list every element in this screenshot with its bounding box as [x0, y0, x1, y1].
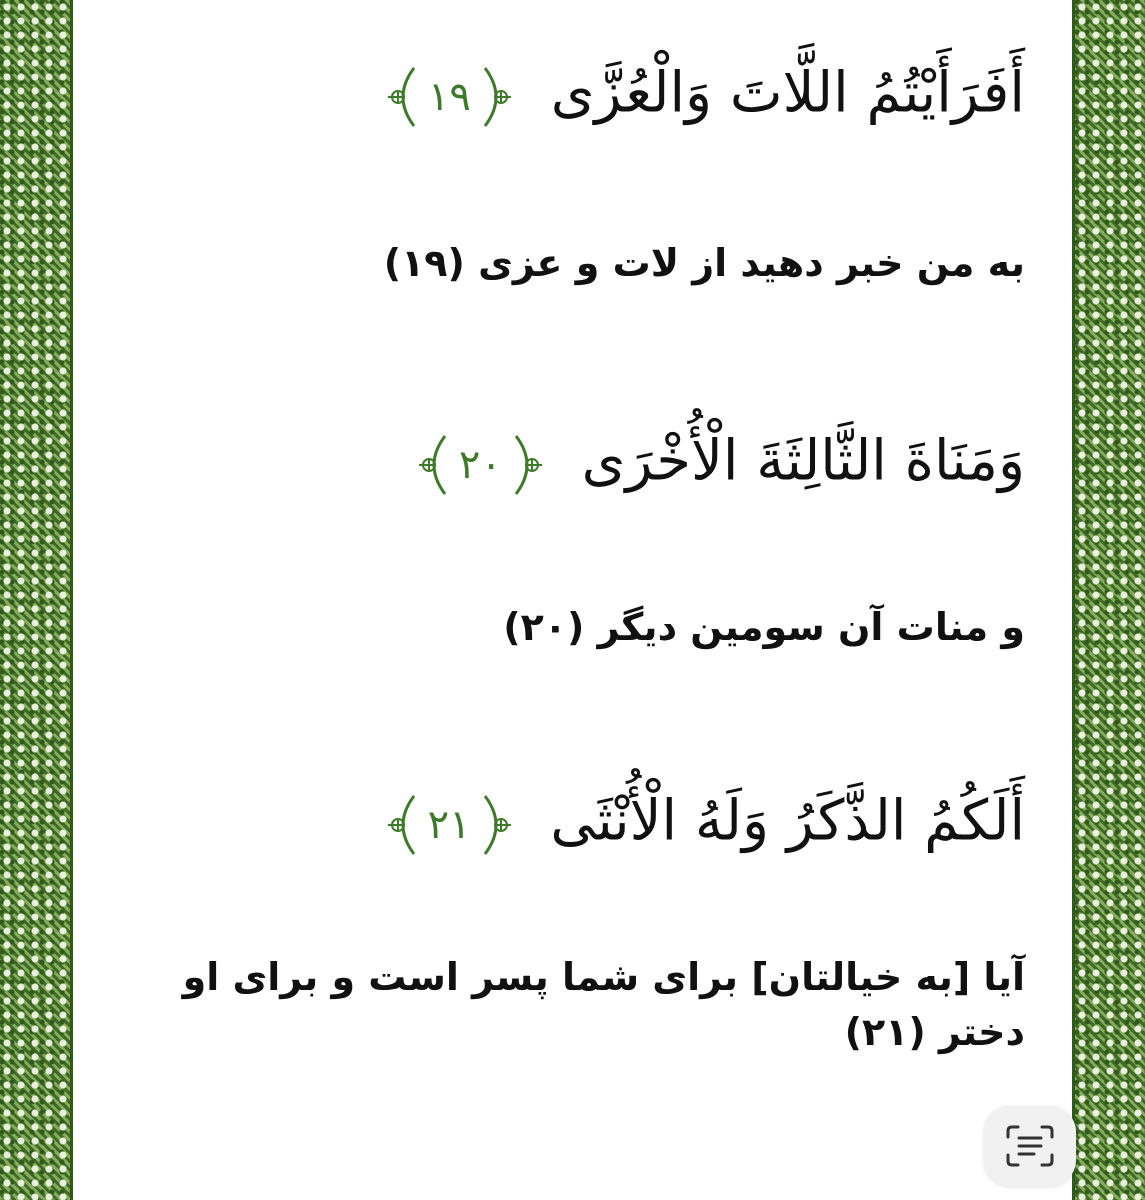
verse-arabic-20 — [411, 430, 1025, 500]
marker-flourish-left-icon — [411, 430, 453, 500]
border-line-left — [70, 0, 73, 1200]
verse-number: ٢٠ — [458, 442, 502, 488]
verse-number-marker — [380, 62, 519, 132]
marker-flourish-right-icon — [477, 790, 519, 860]
verse-translation-20: و منات آن سومین دیگر (٢٠) — [503, 605, 1025, 649]
marker-flourish-left-icon — [380, 790, 422, 860]
verse-number: ٢١ — [427, 802, 471, 848]
border-line-right — [1072, 0, 1075, 1200]
verse-translation-19: به من خبر دهید از لات و عزی (١٩) — [383, 241, 1025, 285]
verse-arabic-21 — [380, 790, 1025, 860]
marker-flourish-left-icon — [380, 62, 422, 132]
verse-number-marker — [411, 430, 550, 500]
ornamental-border-left — [0, 0, 70, 1200]
verse-translation-21: آیا [به خیالتان] برای شما پسر است و برای او دختر (٢١) — [182, 955, 1025, 1055]
verse-number-marker — [380, 790, 519, 860]
marker-flourish-right-icon — [477, 62, 519, 132]
verse-number: ١٩ — [427, 74, 471, 120]
verse-text: أَفَرَأَيْتُمُ اللَّاتَ وَالْعُزَّى — [550, 60, 1025, 126]
verse-arabic-19 — [380, 62, 1025, 132]
marker-flourish-right-icon — [508, 430, 550, 500]
ornamental-border-right — [1075, 0, 1145, 1200]
text-scan-icon — [1004, 1123, 1056, 1169]
live-text-scan-button[interactable] — [984, 1106, 1076, 1186]
verse-content — [90, 0, 1025, 1200]
verse-text: أَلَكُمُ الذَّكَرُ وَلَهُ الْأُنْثَى — [550, 788, 1025, 854]
verse-text: وَمَنَاةَ الثَّالِثَةَ الْأُخْرَى — [581, 428, 1025, 494]
